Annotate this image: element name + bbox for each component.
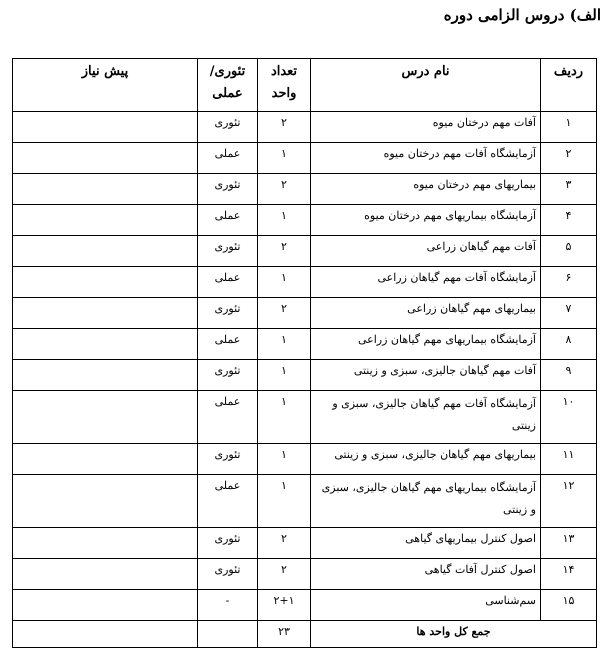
header-radif: ردیف: [541, 59, 597, 112]
table-row: [13, 112, 597, 143]
row-course-name: بیماریهای مهم گیاهان جالیزی، سبزی و زینتی: [311, 444, 541, 475]
table-row: [13, 528, 597, 559]
row-prereq: [13, 360, 198, 391]
row-radif: ۸: [541, 329, 597, 360]
table-row: [13, 174, 597, 205]
row-units: ۱: [258, 360, 311, 391]
row-radif: ۱: [541, 112, 597, 143]
row-course-name: آفات مهم گیاهان زراعی: [311, 236, 541, 267]
row-prereq: [13, 298, 198, 329]
row-prereq: [13, 174, 198, 205]
row-prereq: [13, 267, 198, 298]
row-units: ۱: [258, 267, 311, 298]
row-course-name: سم‌شناسی: [311, 590, 541, 621]
row-prereq: [13, 475, 198, 528]
row-prereq: [13, 528, 198, 559]
table-header-row: [13, 59, 597, 112]
row-units: ۱: [258, 475, 311, 528]
row-course-name: بیماریهای مهم درختان میوه: [311, 174, 541, 205]
row-course-name: اصول کنترل بیماریهای گیاهی: [311, 528, 541, 559]
table-row: [13, 444, 597, 475]
row-radif: ۹: [541, 360, 597, 391]
header-name: نام درس: [311, 59, 541, 112]
row-units: ۲: [258, 112, 311, 143]
row-course-name: آزمایشگاه آفات مهم گیاهان زراعی: [311, 267, 541, 298]
row-course-name: آفات مهم گیاهان جالیزی، سبزی و زینتی: [311, 360, 541, 391]
row-radif: ۱۵: [541, 590, 597, 621]
row-type: عملی: [198, 391, 258, 444]
row-type: تئوری: [198, 528, 258, 559]
header-units-line1: تعداد: [270, 64, 298, 79]
row-type: تئوری: [198, 112, 258, 143]
table-row: [13, 590, 597, 621]
header-units: [258, 59, 311, 112]
row-course-name: آزمایشگاه بیماریهای مهم گیاهان زراعی: [311, 329, 541, 360]
row-prereq: [13, 444, 198, 475]
header-type-line2: عملی: [212, 86, 243, 101]
row-radif: ۳: [541, 174, 597, 205]
total-label: جمع کل واحد ها: [311, 621, 597, 648]
row-prereq: [13, 590, 198, 621]
row-prereq: [13, 391, 198, 444]
row-units: ۲: [258, 236, 311, 267]
total-row: [13, 621, 597, 648]
table-row: [13, 267, 597, 298]
row-course-name: آزمایشگاه آفات مهم گیاهان جالیزی، سبزی و زینتی: [311, 391, 541, 444]
row-type: تئوری: [198, 360, 258, 391]
row-radif: ۱۱: [541, 444, 597, 475]
row-course-name: آفات مهم درختان میوه: [311, 112, 541, 143]
table-row: [13, 236, 597, 267]
row-radif: ۷: [541, 298, 597, 329]
table-row: [13, 298, 597, 329]
row-course-name: آزمایشگاه آفات مهم درختان میوه: [311, 143, 541, 174]
row-units: ۲: [258, 298, 311, 329]
row-type: عملی: [198, 143, 258, 174]
row-radif: ۶: [541, 267, 597, 298]
row-units: ۱: [258, 391, 311, 444]
row-radif: ۱۰: [541, 391, 597, 444]
header-prereq: پیش نیاز: [13, 59, 198, 112]
row-units: ۲: [258, 174, 311, 205]
row-radif: ۱۴: [541, 559, 597, 590]
total-empty-type: [198, 621, 258, 648]
row-type: عملی: [198, 329, 258, 360]
row-course-name: آزمایشگاه بیماریهای مهم درختان میوه: [311, 205, 541, 236]
row-type: تئوری: [198, 444, 258, 475]
row-course-name: آزمایشگاه بیماریهای مهم گیاهان جالیزی، سبزی و زینتی: [311, 475, 541, 528]
row-type: عملی: [198, 475, 258, 528]
header-units-line2: واحد: [271, 86, 297, 101]
row-units: ۲: [258, 559, 311, 590]
row-course-name: بیماریهای مهم گیاهان زراعی: [311, 298, 541, 329]
total-units: ۲۳: [258, 621, 311, 648]
table-row: [13, 475, 597, 528]
row-units: ۱: [258, 205, 311, 236]
row-units: ۲+۱: [258, 590, 311, 621]
row-units: ۱: [258, 329, 311, 360]
row-radif: ۱۳: [541, 528, 597, 559]
row-type: عملی: [198, 267, 258, 298]
table-row: [13, 143, 597, 174]
total-empty-prereq: [13, 621, 198, 648]
row-units: ۱: [258, 143, 311, 174]
row-type: تئوری: [198, 559, 258, 590]
page-title: الف) دروس الزامی دوره: [443, 6, 601, 24]
row-prereq: [13, 112, 198, 143]
table-row: [13, 329, 597, 360]
table-row: [13, 391, 597, 444]
row-type: تئوری: [198, 298, 258, 329]
row-type: تئوری: [198, 174, 258, 205]
row-prereq: [13, 205, 198, 236]
row-radif: ۴: [541, 205, 597, 236]
row-prereq: [13, 329, 198, 360]
row-radif: ۱۲: [541, 475, 597, 528]
table-row: [13, 360, 597, 391]
row-prereq: [13, 559, 198, 590]
header-type-line1: تئوری/: [209, 64, 246, 79]
row-course-name: اصول کنترل آفات گیاهی: [311, 559, 541, 590]
row-radif: ۲: [541, 143, 597, 174]
row-radif: ۵: [541, 236, 597, 267]
row-prereq: [13, 143, 198, 174]
table-row: [13, 559, 597, 590]
row-units: ۱: [258, 444, 311, 475]
table-row: [13, 205, 597, 236]
courses-table: [12, 58, 597, 648]
row-type: عملی: [198, 205, 258, 236]
row-units: ۲: [258, 528, 311, 559]
header-type: [198, 59, 258, 112]
row-type: تئوری: [198, 236, 258, 267]
row-type: -: [198, 590, 258, 621]
row-prereq: [13, 236, 198, 267]
